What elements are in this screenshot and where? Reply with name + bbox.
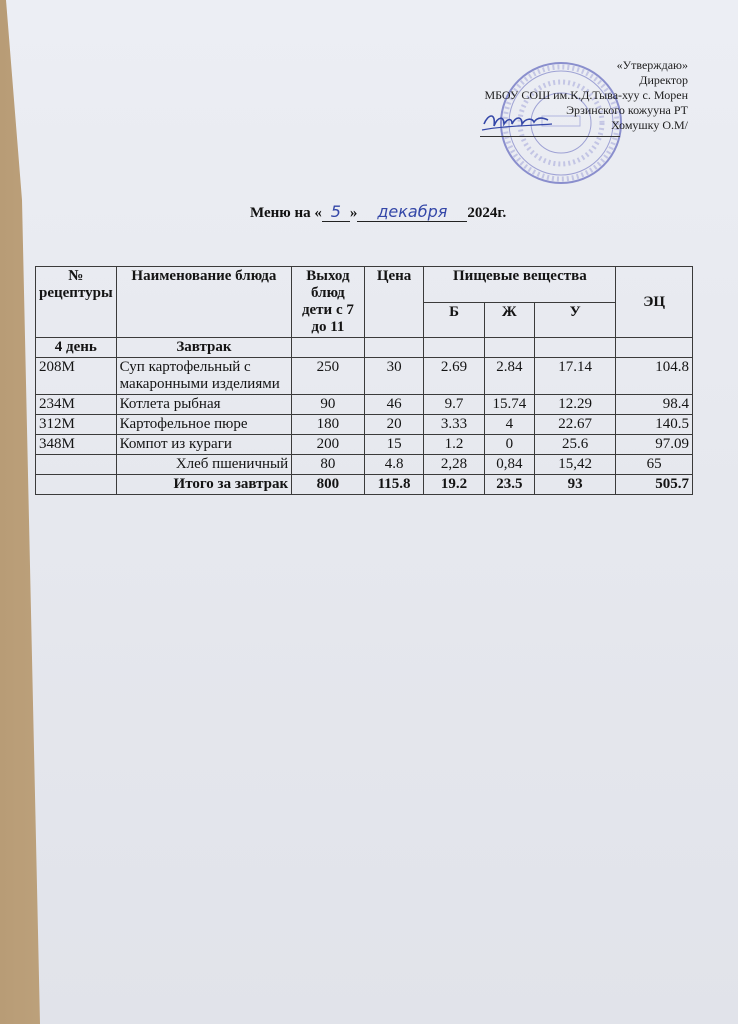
cell-price: 4.8 [364, 455, 424, 475]
header-name: Наименование блюда [116, 267, 291, 338]
signature-line [480, 136, 620, 137]
cell-b: 2,28 [424, 455, 484, 475]
title-month-handwritten: декабря [357, 202, 467, 222]
approval-line-4: Эрзинского кожууна РТ [566, 103, 688, 117]
cell-zh: 0,84 [484, 455, 534, 475]
cell-ec: 98.4 [616, 395, 693, 415]
section-row [36, 338, 693, 358]
section-day: 4 день [36, 338, 117, 358]
cell-price: 46 [364, 395, 424, 415]
cell-u: 22.67 [535, 415, 616, 435]
title-day-handwritten: 5 [322, 202, 350, 222]
total-zh: 23.5 [484, 475, 534, 495]
cell-u: 12.29 [535, 395, 616, 415]
cell-output: 250 [292, 358, 365, 395]
cell-u: 25.6 [535, 435, 616, 455]
header-b: Б [424, 302, 484, 338]
approval-line-2: Директор [639, 73, 688, 87]
cell-b: 2.69 [424, 358, 484, 395]
header-ec: ЭЦ [616, 267, 693, 338]
cell-ec: 65 [616, 455, 693, 475]
handwritten-signature [478, 104, 558, 136]
approval-line-1: «Утверждаю» [616, 58, 688, 72]
header-zh: Ж [484, 302, 534, 338]
total-u: 93 [535, 475, 616, 495]
table-row [36, 358, 693, 395]
cell-name: Хлеб пшеничный [116, 455, 291, 475]
cell-price: 20 [364, 415, 424, 435]
total-price: 115.8 [364, 475, 424, 495]
title-prefix: Меню на « [250, 205, 322, 221]
cell-recipe: 208М [36, 358, 117, 395]
approval-line-5: Хомушку О.М/ [611, 118, 688, 132]
cell-zh: 4 [484, 415, 534, 435]
header-nutrients: Пищевые вещества [424, 267, 616, 303]
total-output: 800 [292, 475, 365, 495]
cell-u: 15,42 [535, 455, 616, 475]
cell-name: Картофельное пюре [116, 415, 291, 435]
header-output: Выход блюд дети с 7 до 11 [292, 267, 365, 338]
approval-line-3: МБОУ СОШ им.К.Д.Тыва-хуу с. Морен [484, 88, 688, 102]
cell-name: Котлета рыбная [116, 395, 291, 415]
table-row [36, 455, 693, 475]
cell-zh: 0 [484, 435, 534, 455]
title-middle: » [349, 205, 358, 221]
table-row [36, 395, 693, 415]
total-row [36, 475, 693, 495]
title-suffix: 2024г. [467, 205, 507, 221]
cell-name: Суп картофельный с макаронными изделиями [116, 358, 291, 395]
cell-output: 90 [292, 395, 365, 415]
cell-ec: 97.09 [616, 435, 693, 455]
total-ec: 505.7 [616, 475, 693, 495]
menu-table [35, 266, 693, 495]
cell-recipe [36, 455, 117, 475]
cell-output: 80 [292, 455, 365, 475]
table-header-row [36, 267, 693, 303]
table-row [36, 415, 693, 435]
cell-u: 17.14 [535, 358, 616, 395]
cell-price: 30 [364, 358, 424, 395]
section-meal: Завтрак [116, 338, 291, 358]
cell-price: 15 [364, 435, 424, 455]
cell-output: 180 [292, 415, 365, 435]
cell-output: 200 [292, 435, 365, 455]
header-recipe: № рецептуры [36, 267, 117, 338]
cell-zh: 2.84 [484, 358, 534, 395]
header-u: У [535, 302, 616, 338]
cell-b: 3.33 [424, 415, 484, 435]
cell-recipe: 312М [36, 415, 117, 435]
cell-recipe: 348М [36, 435, 117, 455]
total-label: Итого за завтрак [116, 475, 291, 495]
cell-zh: 15.74 [484, 395, 534, 415]
cell-b: 9.7 [424, 395, 484, 415]
cell-ec: 104.8 [616, 358, 693, 395]
header-price: Цена [364, 267, 424, 338]
total-b: 19.2 [424, 475, 484, 495]
cell-ec: 140.5 [616, 415, 693, 435]
table-row [36, 435, 693, 455]
cell-recipe: 234М [36, 395, 117, 415]
cell-name: Компот из кураги [116, 435, 291, 455]
menu-title [250, 202, 506, 222]
cell-b: 1.2 [424, 435, 484, 455]
